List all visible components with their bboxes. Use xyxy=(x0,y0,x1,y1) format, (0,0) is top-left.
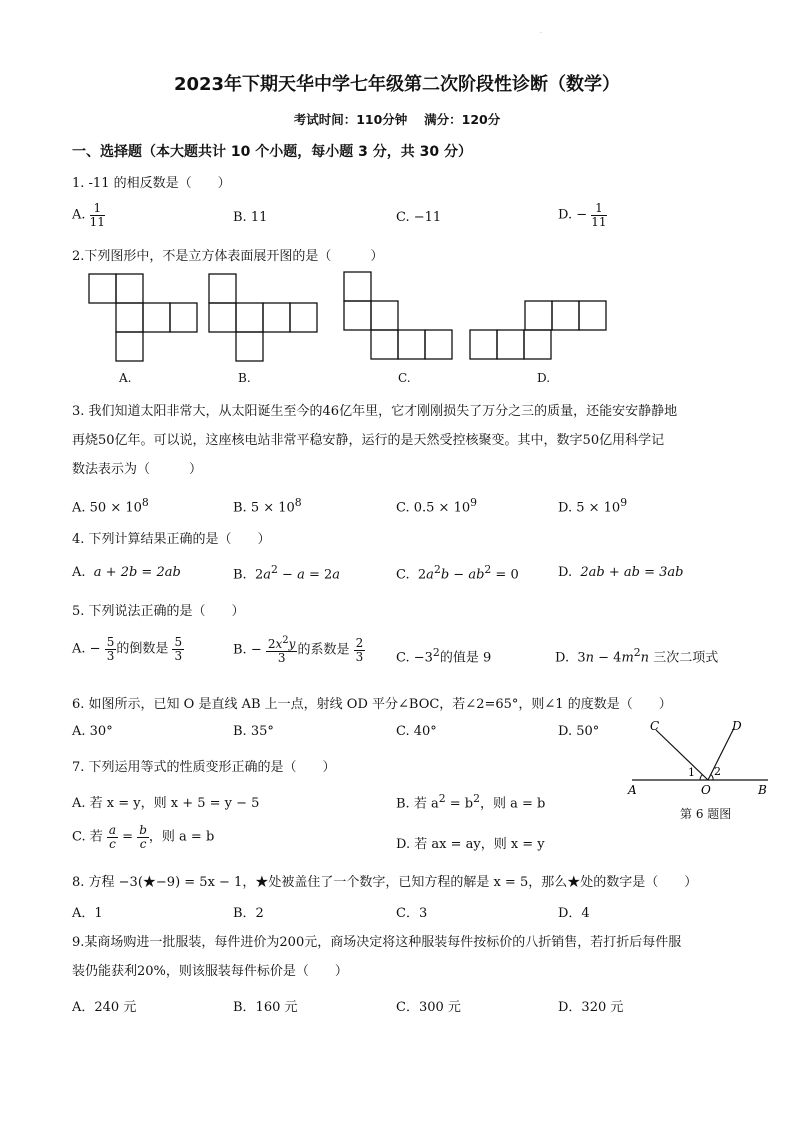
q8-option-d: D．4 xyxy=(558,906,590,921)
q4-option-b: B. $2a^2 - a = 2a$ xyxy=(233,563,341,583)
q1-option-d: D. − $\frac{1}{11}$ xyxy=(558,201,607,229)
q8-option-b: B．2 xyxy=(233,906,264,921)
net-d xyxy=(470,301,606,359)
fraction: $\frac{1}{11}$ xyxy=(591,201,607,229)
q2-stem: 2.下列图形中，不是立方体表面展开图的是（ ） xyxy=(72,249,384,264)
q9-option-d: D．320 元 xyxy=(558,1000,624,1015)
q4-option-d: D. 2ab + ab = 3ab xyxy=(558,565,684,580)
q4-stem: 4. 下列计算结果正确的是（ ） xyxy=(72,532,271,547)
net-c xyxy=(344,272,452,359)
q8-stem: 8. 方程 −3(★−9) = 5x − 1，★处被盖住了一个数字，已知方程的解是 x = 5，那么★处的数字是（ ） xyxy=(72,875,698,890)
q8-option-a: A．1 xyxy=(72,906,103,921)
fraction: $\frac{1}{11}$ xyxy=(89,201,105,229)
exam-info: 考试时间：110分钟 满分：120分 xyxy=(293,112,501,127)
fig-angle-1: 1 xyxy=(688,766,695,779)
q9-option-c: C．300 元 xyxy=(396,1000,461,1015)
q3-option-b: B. $5 \times 10^8$ xyxy=(233,496,302,516)
q1-option-c: C. −11 xyxy=(396,210,442,225)
fig-label-c: C xyxy=(650,719,660,733)
q5-option-c: C. $-3^2$的值是 9 xyxy=(396,646,492,666)
q4-option-a: A. a + 2b = 2ab xyxy=(72,565,181,580)
q2-label-b: B. xyxy=(238,371,251,385)
q2-cube-nets xyxy=(80,268,620,388)
q5-option-b: B. − $\frac{2x^2y}{3}$ 的系数是 $\frac{2}{3}$ xyxy=(233,635,364,665)
q6-stem: 6. 如图所示，已知 O 是直线 AB 上一点，射线 OD 平分∠BOC，若∠2=65°，则∠1 的度数是（ ） xyxy=(72,697,672,712)
net-a xyxy=(89,274,197,361)
q5-option-a: A. − $\frac{5}{3}$ 的倒数是 $\frac{5}{3}$ xyxy=(72,635,183,663)
q1-stem: 1. -11 的相反数是（ ） xyxy=(72,176,231,191)
fig-angle-2: 2 xyxy=(714,765,721,778)
q6-option-d: D. 50° xyxy=(558,724,600,739)
q7-option-a: A. 若 x = y，则 x + 5 = y − 5 xyxy=(72,796,260,811)
q7-stem: 7. 下列运用等式的性质变形正确的是（ ） xyxy=(72,760,336,775)
q7-option-d: D. 若 ax = ay，则 x = y xyxy=(396,837,545,852)
exam-title: 2023年下期天华中学七年级第二次阶段性诊断（数学） xyxy=(173,74,621,95)
q2-label-d: D. xyxy=(537,371,551,385)
q1-option-a: A. $\frac{1}{11}$ xyxy=(72,201,105,229)
fig-label-a: A xyxy=(628,783,637,797)
net-b xyxy=(209,274,317,361)
q9-stem: 9.某商场购进一批服装，每件进价为200元，商场决定将这种服装每件按标价的八折销售，若打折后每件服 装仍能获利20%，则该服装每件标价是（ ） xyxy=(72,935,682,979)
fig-label-d: D xyxy=(732,719,742,733)
q9-option-b: B．160 元 xyxy=(233,1000,298,1015)
q7-option-b: B. 若 $a^2 = b^2$，则 a = b xyxy=(396,792,546,812)
q7-option-c: C. 若 $\frac{a}{c}$ = $\frac{b}{c}$ ，则 a = b xyxy=(72,823,215,851)
section-heading: 一、选择题（本大题共计 10 个小题，每小题 3 分，共 30 分） xyxy=(72,144,472,160)
q5-option-d: D. $3n - 4m^2n$ 三次二项式 xyxy=(555,646,719,666)
stray-dot: · xyxy=(540,30,542,37)
fig-label-o: O xyxy=(701,783,711,797)
q3-option-c: C. $0.5 \times 10^9$ xyxy=(396,496,478,516)
q5-stem: 5. 下列说法正确的是（ ） xyxy=(72,604,245,619)
q3-stem: 3. 我们知道太阳非常大，从太阳诞生至今的46亿年里，它才刚刚损失了万分之三的质量，还能安安静静地 再烧50亿年。可以说，这座核电站非常平稳安静，运行的是天然受控核聚变。其中，数字50亿用科学记 数法表示为（ ） xyxy=(72,404,678,477)
q8-option-c: C．3 xyxy=(396,906,428,921)
q6-option-b: B. 35° xyxy=(233,724,274,739)
q6-figure-caption: 第 6 题图 xyxy=(680,807,732,821)
fig-label-b: B xyxy=(758,783,767,797)
q6-option-c: C. 40° xyxy=(396,724,437,739)
q2-label-c: C. xyxy=(398,371,411,385)
q6-option-a: A. 30° xyxy=(72,724,113,739)
q3-option-a: A. $50 \times 10^8$ xyxy=(72,496,149,516)
q9-option-a: A．240 元 xyxy=(72,1000,137,1015)
q2-label-a: A. xyxy=(119,371,132,385)
q6-angle-figure xyxy=(622,712,772,802)
q1-option-b: B. 11 xyxy=(233,210,268,225)
q3-option-d: D. $5 \times 10^9$ xyxy=(558,496,628,516)
q4-option-c: C. $2a^2b - ab^2 = 0$ xyxy=(396,563,519,583)
